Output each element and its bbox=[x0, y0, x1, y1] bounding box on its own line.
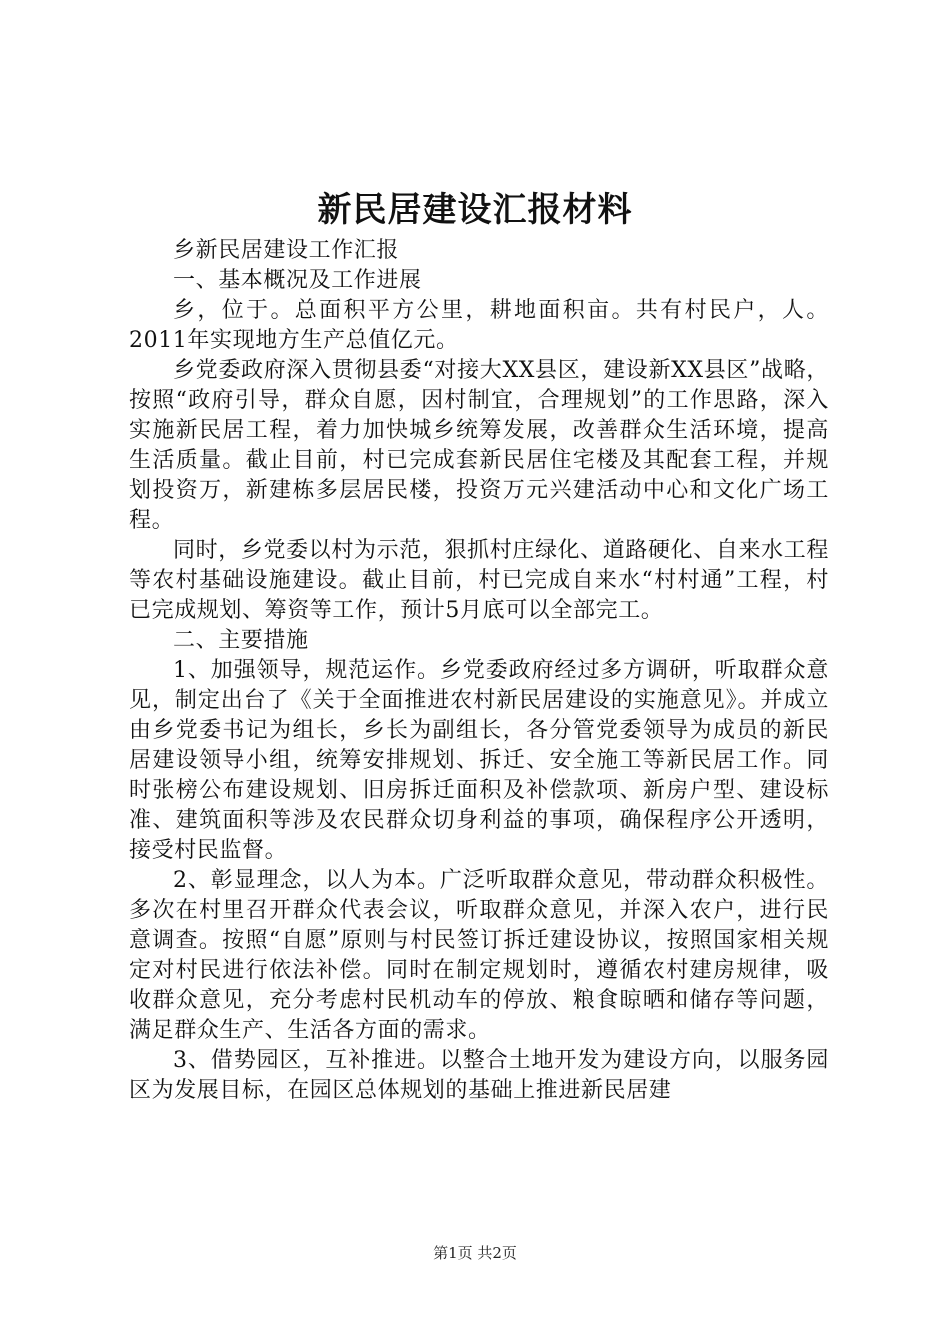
body-paragraph: 乡，位于。总面积平方公里，耕地面积亩。共有村民户，人。2011年实现地方生产总值亿元。 bbox=[129, 298, 829, 353]
subtitle-paragraph: 乡新民居建设工作汇报 bbox=[173, 238, 400, 263]
body-paragraph: 3、借势园区，互补推进。以整合土地开发为建设方向，以服务园区为发展目标，在园区总体规划的基础上推进新民居建 bbox=[129, 1048, 829, 1103]
body-paragraph: 2、彰显理念，以人为本。广泛听取群众意见，带动群众积极性。多次在村里召开群众代表会议，听取群众意见，并深入农户，进行民意调查。按照“自愿”原则与村民签订拆迁建设协议，按照国家相关规定对村民进行依法补偿。同时在制定规划时，遵循农村建房规律，吸收群众意见，充分考虑村民机动车的停放、粮食晾晒和储存等问题，满足群众生产、生活各方面的需求。 bbox=[129, 868, 829, 1043]
body-paragraph: 同时，乡党委以村为示范，狠抓村庄绿化、道路硬化、自来水工程等农村基础设施建设。截止目前，村已完成自来水“村村通”工程，村已完成规划、筹资等工作，预计5月底可以全部完工。 bbox=[129, 538, 829, 623]
document-body bbox=[129, 236, 829, 1106]
body-paragraph: 1、加强领导，规范运作。乡党委政府经过多方调研，听取群众意见，制定出台了《关于全面推进农村新民居建设的实施意见》。并成立由乡党委书记为组长，乡长为副组长，各分管党委领导为成员的新民居建设领导小组，统筹安排规划、拆迁、安全施工等新民居工作。同时张榜公布建设规划、旧房拆迁面积及补偿款项、新房户型、建设标准、建筑面积等涉及农民群众切身利益的事项，确保程序公开透明，接受村民监督。 bbox=[129, 658, 829, 863]
body-paragraph: 乡党委政府深入贯彻县委“对接大XX县区，建设新XX县区”战略，按照“政府引导，群众自愿，因村制宜，合理规划”的工作思路，深入实施新民居工程，着力加快城乡统筹发展，改善群众生活环境，提高生活质量。截止目前，村已完成套新民居住宅楼及其配套工程，并规划投资万，新建栋多层居民楼，投资万元兴建活动中心和文化广场工程。 bbox=[129, 358, 829, 533]
section-heading-basic-overview: 一、基本概况及工作进展 bbox=[173, 268, 422, 293]
page-footer: 第1页 共2页 bbox=[433, 1244, 517, 1262]
document-title: 新民居建设汇报材料 bbox=[317, 190, 633, 230]
section-heading-main-measures: 二、主要措施 bbox=[173, 628, 309, 653]
